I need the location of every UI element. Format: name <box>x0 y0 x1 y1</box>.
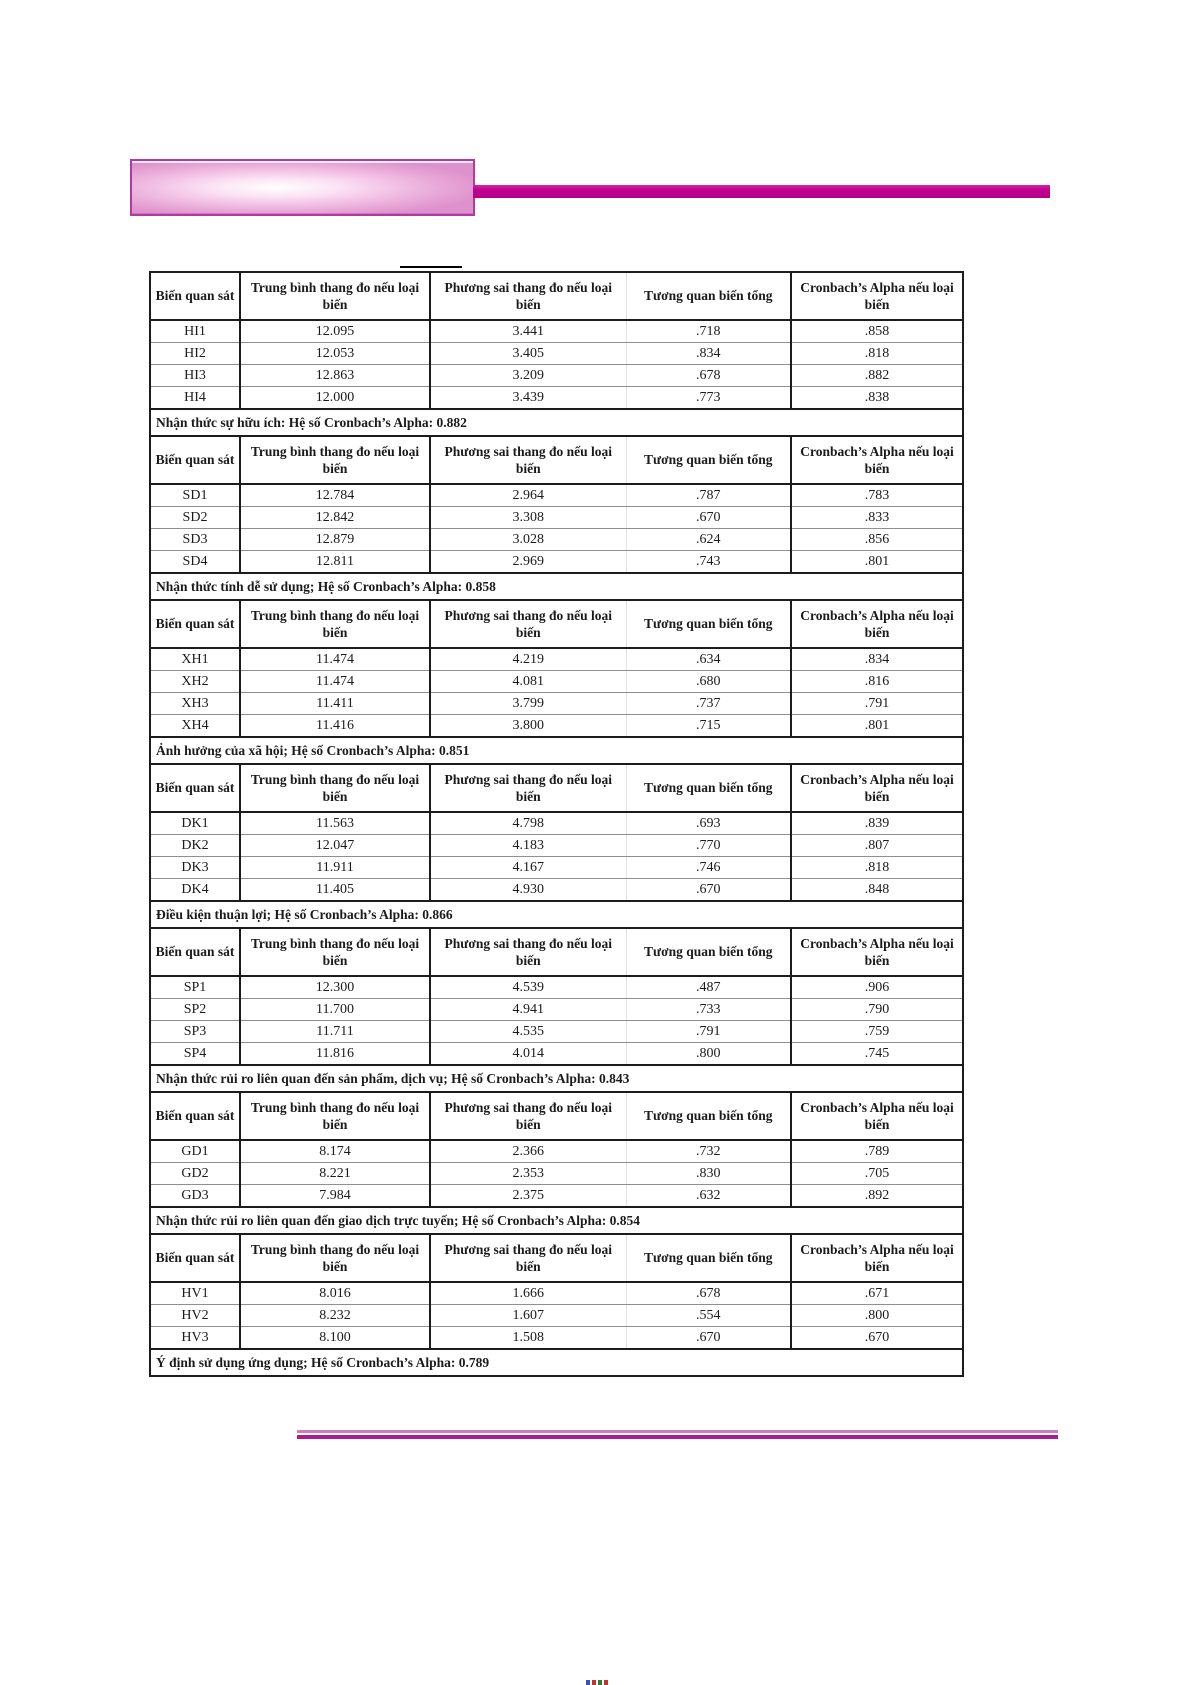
column-header: Tương quan biến tổng <box>626 272 791 320</box>
column-header: Biến quan sát <box>150 272 240 320</box>
value-cell: .670 <box>791 1327 963 1350</box>
column-header: Biến quan sát <box>150 600 240 648</box>
column-header: Phương sai thang đo nếu loại biến <box>430 928 626 976</box>
variable-cell: HI3 <box>150 365 240 387</box>
variable-cell: SP2 <box>150 999 240 1021</box>
column-header: Cronbach’s Alpha nếu loại biến <box>791 600 963 648</box>
page-number-remnant <box>586 1680 608 1685</box>
value-cell: 11.563 <box>240 812 430 835</box>
value-cell: .807 <box>791 835 963 857</box>
value-cell: .783 <box>791 484 963 507</box>
variable-cell: GD1 <box>150 1140 240 1163</box>
header-banner-box <box>130 159 475 216</box>
section-footer: Nhận thức tính dễ sử dụng; Hệ số Cronbach’s Alpha: 0.858 <box>150 573 963 600</box>
table-row <box>150 976 963 999</box>
value-cell: 11.474 <box>240 648 430 671</box>
variable-cell: DK3 <box>150 857 240 879</box>
value-cell: .848 <box>791 879 963 902</box>
value-cell: .670 <box>626 1327 791 1350</box>
variable-cell: SD4 <box>150 551 240 574</box>
column-header: Tương quan biến tổng <box>626 436 791 484</box>
table-row <box>150 1327 963 1350</box>
column-header-row <box>150 1092 963 1140</box>
value-cell: 12.053 <box>240 343 430 365</box>
table-row <box>150 1043 963 1066</box>
value-cell: 8.232 <box>240 1305 430 1327</box>
value-cell: 8.016 <box>240 1282 430 1305</box>
section-footer: Nhận thức rủi ro liên quan đến sản phẩm, dịch vụ; Hệ số Cronbach’s Alpha: 0.843 <box>150 1065 963 1092</box>
table-row <box>150 1021 963 1043</box>
value-cell: 4.798 <box>430 812 626 835</box>
value-cell: .715 <box>626 715 791 738</box>
value-cell: .759 <box>791 1021 963 1043</box>
value-cell: 8.221 <box>240 1163 430 1185</box>
value-cell: .838 <box>791 387 963 410</box>
value-cell: 2.366 <box>430 1140 626 1163</box>
table-row <box>150 812 963 835</box>
value-cell: 1.666 <box>430 1282 626 1305</box>
value-cell: 2.969 <box>430 551 626 574</box>
value-cell: 11.816 <box>240 1043 430 1066</box>
value-cell: .787 <box>626 484 791 507</box>
section-footer-row <box>150 1349 963 1376</box>
column-header: Tương quan biến tổng <box>626 1234 791 1282</box>
table-row <box>150 671 963 693</box>
column-header-row <box>150 928 963 976</box>
column-header: Cronbach’s Alpha nếu loại biến <box>791 1234 963 1282</box>
value-cell: .693 <box>626 812 791 835</box>
variable-cell: HV2 <box>150 1305 240 1327</box>
column-header: Biến quan sát <box>150 1092 240 1140</box>
table-row <box>150 835 963 857</box>
section-footer: Ý định sử dụng ứng dụng; Hệ số Cronbach’s Alpha: 0.789 <box>150 1349 963 1376</box>
value-cell: .733 <box>626 999 791 1021</box>
value-cell: 12.300 <box>240 976 430 999</box>
table-row <box>150 484 963 507</box>
column-header-row <box>150 436 963 484</box>
value-cell: 4.167 <box>430 857 626 879</box>
section-footer: Nhận thức sự hữu ích: Hệ số Cronbach’s Alpha: 0.882 <box>150 409 963 436</box>
value-cell: .790 <box>791 999 963 1021</box>
cronbach-alpha-table <box>149 271 964 1377</box>
table-row <box>150 507 963 529</box>
value-cell: .830 <box>626 1163 791 1185</box>
value-cell: 8.174 <box>240 1140 430 1163</box>
column-header: Tương quan biến tổng <box>626 928 791 976</box>
value-cell: .745 <box>791 1043 963 1066</box>
value-cell: 2.964 <box>430 484 626 507</box>
value-cell: 4.535 <box>430 1021 626 1043</box>
column-header: Trung bình thang đo nếu loại biến <box>240 600 430 648</box>
value-cell: 11.416 <box>240 715 430 738</box>
column-header: Trung bình thang đo nếu loại biến <box>240 272 430 320</box>
value-cell: 12.047 <box>240 835 430 857</box>
value-cell: 4.219 <box>430 648 626 671</box>
footer-rule-bottom-line <box>297 1435 1058 1439</box>
value-cell: 4.941 <box>430 999 626 1021</box>
column-header: Cronbach’s Alpha nếu loại biến <box>791 764 963 812</box>
value-cell: 12.811 <box>240 551 430 574</box>
value-cell: .839 <box>791 812 963 835</box>
value-cell: .818 <box>791 857 963 879</box>
column-header: Biến quan sát <box>150 436 240 484</box>
variable-cell: SD3 <box>150 529 240 551</box>
variable-cell: DK4 <box>150 879 240 902</box>
table-row <box>150 1163 963 1185</box>
value-cell: 3.439 <box>430 387 626 410</box>
variable-cell: HI2 <box>150 343 240 365</box>
value-cell: .834 <box>626 343 791 365</box>
table-row <box>150 365 963 387</box>
variable-cell: XH2 <box>150 671 240 693</box>
variable-cell: SD2 <box>150 507 240 529</box>
value-cell: .737 <box>626 693 791 715</box>
column-header: Trung bình thang đo nếu loại biến <box>240 1234 430 1282</box>
value-cell: 11.405 <box>240 879 430 902</box>
value-cell: .818 <box>791 343 963 365</box>
value-cell: 4.539 <box>430 976 626 999</box>
variable-cell: DK2 <box>150 835 240 857</box>
section-footer-row <box>150 1207 963 1234</box>
column-header: Biến quan sát <box>150 1234 240 1282</box>
table-row <box>150 1305 963 1327</box>
value-cell: .487 <box>626 976 791 999</box>
column-header: Phương sai thang đo nếu loại biến <box>430 436 626 484</box>
variable-cell: SP1 <box>150 976 240 999</box>
value-cell: .670 <box>626 507 791 529</box>
value-cell: 3.799 <box>430 693 626 715</box>
value-cell: 4.081 <box>430 671 626 693</box>
value-cell: 12.784 <box>240 484 430 507</box>
section-footer-row <box>150 737 963 764</box>
variable-cell: HV3 <box>150 1327 240 1350</box>
value-cell: 3.209 <box>430 365 626 387</box>
column-header: Tương quan biến tổng <box>626 764 791 812</box>
value-cell: 7.984 <box>240 1185 430 1208</box>
table-row <box>150 551 963 574</box>
variable-cell: GD3 <box>150 1185 240 1208</box>
value-cell: .746 <box>626 857 791 879</box>
value-cell: 1.508 <box>430 1327 626 1350</box>
variable-cell: DK1 <box>150 812 240 835</box>
table-row <box>150 857 963 879</box>
table-row <box>150 320 963 343</box>
value-cell: 11.474 <box>240 671 430 693</box>
table-row <box>150 879 963 902</box>
value-cell: .773 <box>626 387 791 410</box>
cronbach-alpha-table-body <box>150 272 963 1376</box>
value-cell: .678 <box>626 1282 791 1305</box>
value-cell: 12.879 <box>240 529 430 551</box>
value-cell: 11.711 <box>240 1021 430 1043</box>
value-cell: .791 <box>791 693 963 715</box>
value-cell: .858 <box>791 320 963 343</box>
value-cell: .801 <box>791 715 963 738</box>
column-header: Trung bình thang đo nếu loại biến <box>240 1092 430 1140</box>
table-row <box>150 387 963 410</box>
value-cell: 11.411 <box>240 693 430 715</box>
header-banner-bar <box>473 185 1050 198</box>
value-cell: 4.183 <box>430 835 626 857</box>
section-footer-row <box>150 901 963 928</box>
value-cell: 12.095 <box>240 320 430 343</box>
table-row <box>150 343 963 365</box>
value-cell: .743 <box>626 551 791 574</box>
value-cell: .800 <box>791 1305 963 1327</box>
value-cell: .834 <box>791 648 963 671</box>
value-cell: .906 <box>791 976 963 999</box>
table-row <box>150 999 963 1021</box>
table-row <box>150 1140 963 1163</box>
value-cell: .732 <box>626 1140 791 1163</box>
column-header: Cronbach’s Alpha nếu loại biến <box>791 436 963 484</box>
value-cell: .705 <box>791 1163 963 1185</box>
variable-cell: HV1 <box>150 1282 240 1305</box>
column-header-row <box>150 272 963 320</box>
section-footer-row <box>150 573 963 600</box>
table-row <box>150 529 963 551</box>
value-cell: .892 <box>791 1185 963 1208</box>
column-header: Trung bình thang đo nếu loại biến <box>240 764 430 812</box>
variable-cell: GD2 <box>150 1163 240 1185</box>
value-cell: .856 <box>791 529 963 551</box>
column-header: Tương quan biến tổng <box>626 600 791 648</box>
value-cell: .833 <box>791 507 963 529</box>
variable-cell: HI4 <box>150 387 240 410</box>
table-row <box>150 1185 963 1208</box>
value-cell: 4.014 <box>430 1043 626 1066</box>
column-header: Phương sai thang đo nếu loại biến <box>430 1092 626 1140</box>
value-cell: .671 <box>791 1282 963 1305</box>
section-footer-row <box>150 409 963 436</box>
value-cell: .718 <box>626 320 791 343</box>
table-row <box>150 693 963 715</box>
value-cell: .634 <box>626 648 791 671</box>
value-cell: .882 <box>791 365 963 387</box>
value-cell: .554 <box>626 1305 791 1327</box>
column-header-row <box>150 600 963 648</box>
value-cell: 2.375 <box>430 1185 626 1208</box>
table-row <box>150 715 963 738</box>
value-cell: 8.100 <box>240 1327 430 1350</box>
value-cell: 1.607 <box>430 1305 626 1327</box>
column-header: Biến quan sát <box>150 928 240 976</box>
value-cell: 11.911 <box>240 857 430 879</box>
value-cell: 2.353 <box>430 1163 626 1185</box>
title-underline <box>400 266 462 268</box>
column-header: Cronbach’s Alpha nếu loại biến <box>791 272 963 320</box>
value-cell: 3.405 <box>430 343 626 365</box>
value-cell: .770 <box>626 835 791 857</box>
variable-cell: XH4 <box>150 715 240 738</box>
table-row <box>150 1282 963 1305</box>
column-header: Trung bình thang đo nếu loại biến <box>240 436 430 484</box>
value-cell: 3.441 <box>430 320 626 343</box>
variable-cell: HI1 <box>150 320 240 343</box>
value-cell: .678 <box>626 365 791 387</box>
value-cell: .816 <box>791 671 963 693</box>
column-header: Biến quan sát <box>150 764 240 812</box>
column-header: Tương quan biến tổng <box>626 1092 791 1140</box>
variable-cell: SD1 <box>150 484 240 507</box>
value-cell: 12.000 <box>240 387 430 410</box>
variable-cell: SP4 <box>150 1043 240 1066</box>
value-cell: 3.308 <box>430 507 626 529</box>
value-cell: 12.842 <box>240 507 430 529</box>
column-header-row <box>150 1234 963 1282</box>
column-header: Cronbach’s Alpha nếu loại biến <box>791 1092 963 1140</box>
column-header: Phương sai thang đo nếu loại biến <box>430 1234 626 1282</box>
value-cell: .791 <box>626 1021 791 1043</box>
value-cell: 12.863 <box>240 365 430 387</box>
section-footer: Ảnh hưởng của xã hội; Hệ số Cronbach’s Alpha: 0.851 <box>150 737 963 764</box>
value-cell: .670 <box>626 879 791 902</box>
column-header: Phương sai thang đo nếu loại biến <box>430 272 626 320</box>
value-cell: 3.800 <box>430 715 626 738</box>
value-cell: .624 <box>626 529 791 551</box>
column-header-row <box>150 764 963 812</box>
column-header: Trung bình thang đo nếu loại biến <box>240 928 430 976</box>
value-cell: .632 <box>626 1185 791 1208</box>
value-cell: 11.700 <box>240 999 430 1021</box>
variable-cell: XH1 <box>150 648 240 671</box>
value-cell: 3.028 <box>430 529 626 551</box>
table-row <box>150 648 963 671</box>
footer-double-rule <box>297 1430 1058 1439</box>
variable-cell: SP3 <box>150 1021 240 1043</box>
column-header: Cronbach’s Alpha nếu loại biến <box>791 928 963 976</box>
value-cell: .789 <box>791 1140 963 1163</box>
value-cell: .800 <box>626 1043 791 1066</box>
value-cell: 4.930 <box>430 879 626 902</box>
variable-cell: XH3 <box>150 693 240 715</box>
section-footer: Điều kiện thuận lợi; Hệ số Cronbach’s Alpha: 0.866 <box>150 901 963 928</box>
column-header: Phương sai thang đo nếu loại biến <box>430 600 626 648</box>
value-cell: .680 <box>626 671 791 693</box>
section-footer: Nhận thức rủi ro liên quan đến giao dịch trực tuyến; Hệ số Cronbach’s Alpha: 0.854 <box>150 1207 963 1234</box>
column-header: Phương sai thang đo nếu loại biến <box>430 764 626 812</box>
section-footer-row <box>150 1065 963 1092</box>
value-cell: .801 <box>791 551 963 574</box>
